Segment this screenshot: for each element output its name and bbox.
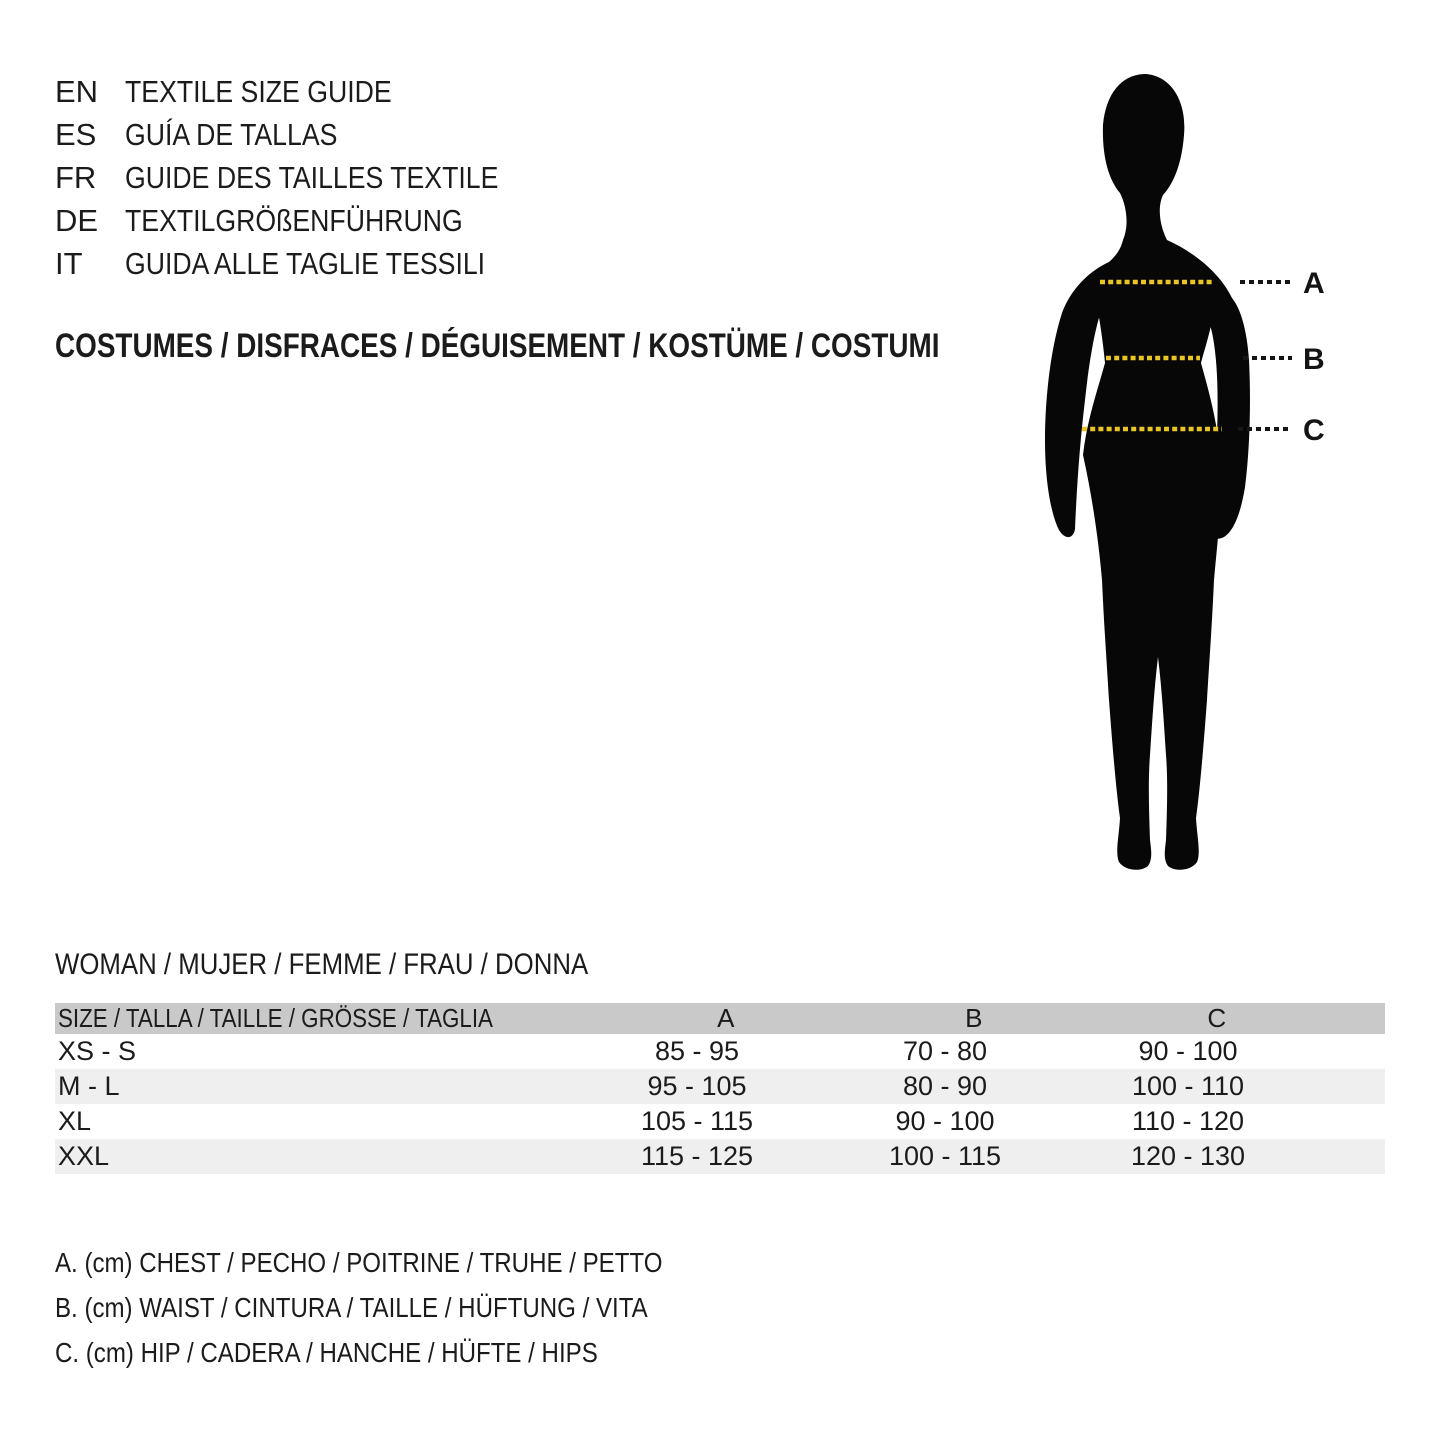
legend-waist: B. (cm) WAIST / CINTURA / TAILLE / HÜFTUNG / VITA	[55, 1291, 648, 1323]
language-row-it	[55, 242, 559, 285]
language-title: TEXTILGRÖßENFÜHRUNG	[125, 202, 463, 238]
size-cell: XL	[58, 1106, 92, 1136]
table-header-row	[55, 1003, 1385, 1034]
legend-chest: A. (cm) CHEST / PECHO / POITRINE / TRUHE / PETTO	[55, 1246, 663, 1278]
language-code: FR	[55, 159, 97, 195]
section-title-woman: WOMAN / MUJER / FEMME / FRAU / DONNA	[55, 948, 589, 981]
chest-cell: 115 - 125	[640, 1141, 754, 1171]
language-code: DE	[55, 202, 99, 238]
hip-cell: 90 - 100	[1138, 1036, 1238, 1066]
header-size-cell: SIZE / TALLA / TAILLE / GRÖSSE / TAGLIA	[58, 1003, 493, 1033]
language-row-en	[55, 70, 559, 113]
language-row-fr	[55, 156, 559, 199]
language-row-de	[55, 199, 559, 242]
language-title: GUÍA DE TALLAS	[125, 116, 338, 152]
hip-cell: 120 - 130	[1130, 1141, 1246, 1171]
size-cell: XS - S	[58, 1036, 137, 1066]
table-row	[55, 1104, 1385, 1139]
header-c-cell: C	[1207, 1003, 1227, 1033]
header-b-cell: B	[965, 1003, 983, 1033]
waist-cell: 70 - 80	[902, 1036, 988, 1066]
chest-cell: 95 - 105	[647, 1071, 747, 1101]
body-silhouette	[1083, 74, 1232, 870]
language-code: ES	[55, 116, 97, 152]
language-title: GUIDE DES TAILLES TEXTILE	[125, 159, 499, 195]
waist-cell: 100 - 115	[888, 1141, 1002, 1171]
language-row-es	[55, 113, 559, 156]
language-code: IT	[55, 245, 83, 281]
waist-cell: 90 - 100	[895, 1106, 995, 1136]
category-title: COSTUMES / DISFRACES / DÉGUISEMENT / KOSTÜME / COSTUMI	[55, 327, 940, 365]
figure-label-c: C	[1303, 414, 1325, 447]
size-cell: XXL	[58, 1141, 110, 1171]
language-title-list	[55, 70, 559, 285]
language-title: GUIDA ALLE TAGLIE TESSILI	[125, 245, 486, 281]
language-code: EN	[55, 73, 99, 109]
chest-cell: 105 - 115	[640, 1106, 754, 1136]
woman-measurement-figure	[1020, 55, 1440, 885]
table-row	[55, 1139, 1385, 1174]
measurement-legend	[55, 1240, 761, 1375]
legend-hip: C. (cm) HIP / CADERA / HANCHE / HÜFTE / HIPS	[55, 1336, 598, 1368]
table-row	[55, 1069, 1385, 1104]
header-a-cell: A	[717, 1003, 735, 1033]
table-row	[55, 1034, 1385, 1069]
hip-cell: 110 - 120	[1131, 1106, 1245, 1136]
size-table	[55, 1003, 1385, 1174]
chest-cell: 85 - 95	[654, 1036, 740, 1066]
hip-cell: 100 - 110	[1131, 1071, 1245, 1101]
language-title: TEXTILE SIZE GUIDE	[125, 73, 392, 109]
figure-label-b: B	[1303, 343, 1325, 376]
figure-label-a: A	[1303, 267, 1325, 300]
waist-cell: 80 - 90	[902, 1071, 988, 1101]
size-cell: M - L	[58, 1071, 120, 1101]
